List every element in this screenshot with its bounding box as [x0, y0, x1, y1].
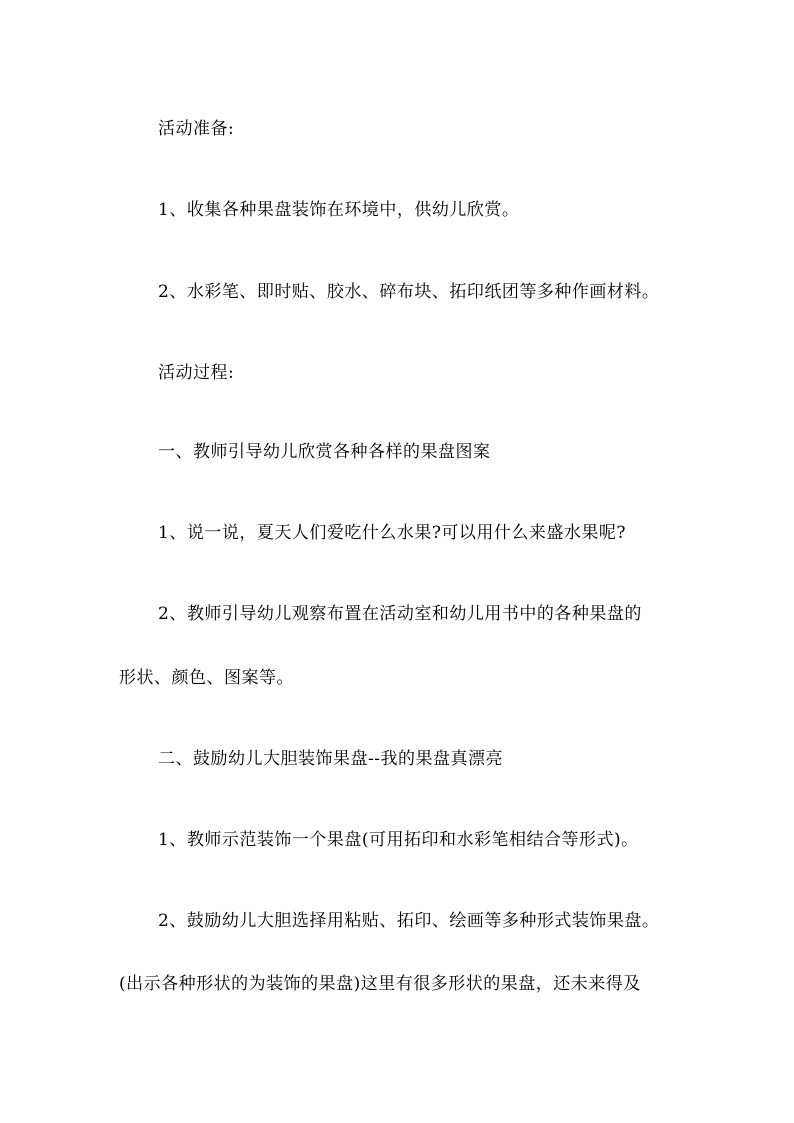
paragraph-process-1-2: 2、教师引导幼儿观察布置在活动室和幼儿用书中的各种果盘的 — [158, 604, 642, 624]
paragraph-process-2-2: 2、鼓励幼儿大胆选择用粘贴、拓印、绘画等多种形式装饰果盘。 — [158, 911, 660, 931]
paragraph-preparation-1: 1、收集各种果盘装饰在环境中，供幼儿欣赏。 — [158, 200, 520, 220]
section-heading-one: 一、教师引导幼儿欣赏各种各样的果盘图案 — [158, 442, 491, 462]
paragraph-preparation-2: 2、水彩笔、即时贴、胶水、碎布块、拓印纸团等多种作画材料。 — [158, 282, 660, 302]
paragraph-process-2-1: 1、教师示范装饰一个果盘(可用拓印和水彩笔相结合等形式)。 — [158, 830, 639, 850]
paragraph-process-1-2-continued: 形状、颜色、图案等。 — [119, 668, 294, 688]
paragraph-process-2-3: (出示各种形状的为装饰的果盘)这里有很多形状的果盘，还未来得及 — [119, 974, 641, 994]
paragraph-process-1-1: 1、说一说，夏天人们爱吃什么水果?可以用什么来盛水果呢? — [158, 523, 627, 543]
heading-activity-preparation: 活动准备: — [158, 119, 235, 139]
section-heading-two: 二、鼓励幼儿大胆装饰果盘--我的果盘真漂亮 — [158, 749, 503, 769]
heading-activity-process: 活动过程: — [158, 363, 235, 383]
